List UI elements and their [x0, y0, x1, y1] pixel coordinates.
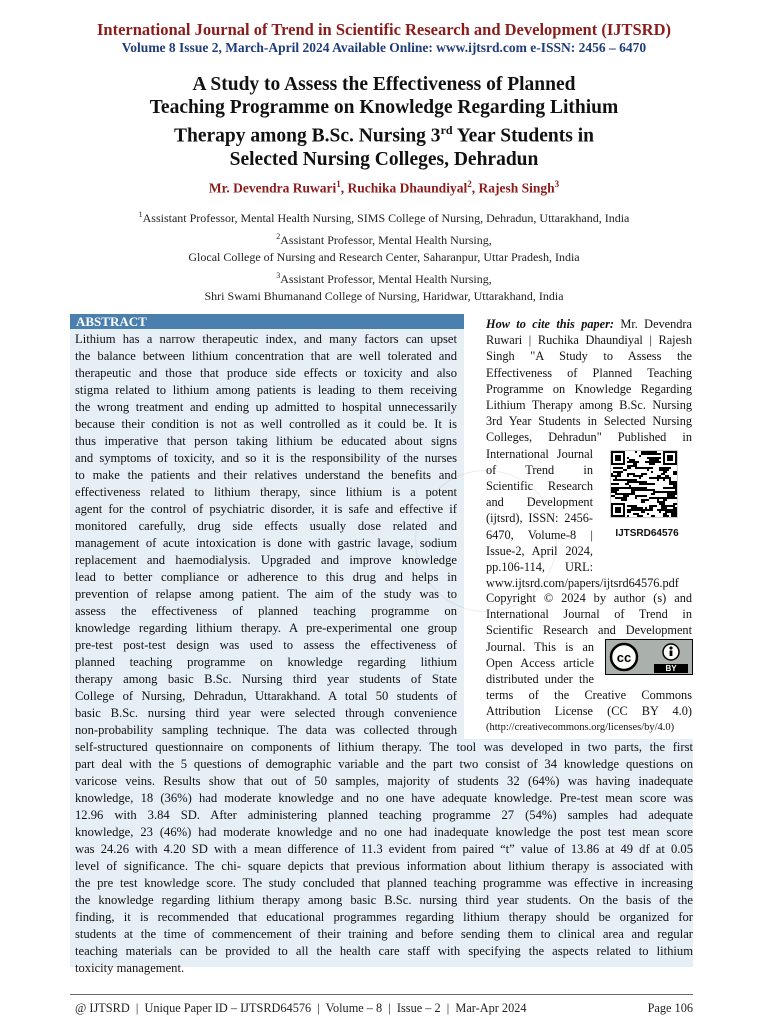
affiliations [0, 206, 768, 306]
license-url[interactable]: (http://creativecommons.org/licenses/by/4.0) [486, 721, 675, 733]
abstract-line: self-structured questionnaire on components of lithium therapy. The tool was developed in two parts, the first [75, 740, 693, 754]
abstract-line: therapy among basic B.Sc. Nursing third year students of State [75, 672, 457, 686]
citation-line: How to cite this paper: Mr. Devendra [486, 317, 692, 331]
abstract-line: the pre test knowledge score. The study concluded that planned teaching programme was effective in increasing [75, 876, 693, 890]
affiliation-line: $^2$Assistant Professor, Mental Health Nursing, [276, 231, 492, 247]
citation-line: Programme on Knowledge Regarding [486, 381, 692, 396]
author-list: Mr. Devendra Ruwari$^1$, Ruchika Dhaundiyal$^2$, Rajesh Singh$^3$ [208, 179, 560, 196]
abstract-line: monitored carefully, drug side effects usually dose related and [75, 519, 457, 533]
title-line: Therapy among B.Sc. Nursing 3rd Year Students in [174, 123, 594, 147]
citation-line: Lithium Therapy among B.Sc. Nursing [486, 398, 692, 412]
abstract-line: planned teaching programme on knowledge regarding lithium [75, 655, 457, 669]
abstract-line: basic B.Sc. nursing third year were selected through convenience [75, 706, 457, 720]
abstract-line: teaching materials can be provided to all the health care staff with specifying the aspects related to lithium [75, 944, 693, 958]
copyright-line: Journal. This is an [486, 639, 594, 654]
title-line: A Study to Assess the Effectiveness of Planned [192, 74, 576, 95]
copyright-line: Open Access article [486, 655, 594, 670]
abstract-line: therapeutic and those that produce side effects or toxicity and also [75, 366, 457, 380]
citation-line: Colleges, Dehradun" Published in [486, 430, 692, 445]
title-line: Selected Nursing Colleges, Dehradun [229, 148, 539, 170]
page-footer [75, 1001, 693, 1016]
affiliation-line: $^3$Assistant Professor, Mental Health Nursing, [276, 270, 492, 286]
abstract-line: effectiveness related to lithium therapy, since lithium is a potent [75, 485, 457, 499]
abstract-line: Lithium has a narrow therapeutic index, and many factors can upset [75, 332, 457, 346]
abstract-line: management of acute intoxication is done with gastric lavage, sodium [75, 536, 457, 550]
citation-line: Singh "A Study to Assess the [486, 349, 692, 364]
citation-line: Scientific Research [486, 479, 593, 493]
abstract-line: non-probability sampling technique. The data was collected through [75, 723, 457, 737]
abstract-line: the wrong treatment and ending up admitted to hospital unnecessarily [75, 400, 457, 414]
citation-url[interactable]: www.ijtsrd.com/papers/ijtsrd64576.pdf [486, 576, 679, 591]
citation-line: pp.106-114, URL: [486, 560, 593, 574]
affiliation-line: $^1$Assistant Professor, Mental Health Nursing, SIMS College of Nursing, Dehradun, Uttarakhand, India [138, 210, 630, 225]
abstract-line: because their condition is not as well controlled as it could be. It is [75, 417, 457, 431]
svg-text:cc: cc [616, 650, 632, 665]
qr-code [610, 450, 678, 518]
author-name: Ruchika Dhaundiyal [347, 180, 468, 196]
abstract-line: to make the patients and their relatives understand the benefits and [75, 468, 457, 482]
qr-code-icon [611, 451, 677, 517]
copyright-line: distributed under the [486, 672, 594, 686]
abstract-line: the balance between lithium concentration that are well tolerated and [75, 349, 457, 363]
abstract-line: thus imperative that person taking lithium be educated about signs [75, 434, 457, 448]
page-number: Page 106 [647, 1001, 693, 1015]
citation-label: How to cite this paper: [486, 317, 614, 331]
footer-divider [70, 994, 693, 995]
abstract-line: the knowledge regarding lithium therapy among basic B.Sc. nursing third year students. On the basis of the [75, 893, 693, 907]
abstract-line: stigma related to lithium among patients is leading to them receiving [75, 383, 457, 397]
journal-issue-info: Volume 8 Issue 2, March-April 2024 Available Online: www.ijtsrd.com e-ISSN: 2456 – 6470 [121, 40, 647, 55]
copyright-line: Attribution License (CC BY 4.0) [486, 704, 692, 719]
journal-title: International Journal of Trend in Scientific Research and Development (IJTSRD) [97, 20, 671, 39]
title-line: Teaching Programme on Knowledge Regarding Lithium [149, 97, 619, 118]
footer-info: @ IJTSRD | Unique Paper ID – IJTSRD64576 | Volume – 8 | Issue – 2 | Mar-Apr 2024 [75, 1001, 527, 1015]
cc-by-license-icon [605, 639, 693, 675]
citation-line: International Journal [486, 446, 593, 461]
affiliation-line: Shri Swami Bhumanand College of Nursing, Haridwar, Uttarakhand, India [204, 289, 564, 303]
copyright-line: Scientific Research and Development [486, 623, 692, 638]
cc-by-label: BY [654, 664, 688, 673]
copyright-line: Copyright © 2024 by author (s) and [486, 591, 692, 605]
citation-line: Ruwari | Ruchika Dhaundiyal | Rajesh [486, 333, 692, 348]
citation-line: Issue-2, April 2024, [486, 543, 593, 558]
paper-title [84, 73, 684, 171]
copyright-line: terms of the Creative Commons [486, 688, 692, 703]
citation-line: 6470, Volume-8 | [486, 527, 593, 542]
citation-line: and Development [486, 495, 593, 510]
abstract-line: knowledge regarding lithium therapy. A pre-experimental one group [75, 621, 457, 635]
abstract-line: knowledge, 23 (46%) had moderate knowledge and no one had inadequate knowledge the post test mean score [75, 825, 693, 839]
abstract-line: varicose veins. Results show that out of 50 samples, majority of students 32 (64%) was having inadequate [75, 774, 693, 788]
abstract-line: part deal with the 5 questions of demographic variable and the part two consist of 34 knowledge questions on [75, 757, 693, 771]
abstract-line: students at the time of commencement of their training and before sending them to clinical area and regular [75, 927, 693, 941]
abstract-line: toxicity management. [75, 961, 185, 975]
citation-line: 3rd Year Students in Selected Nursing [486, 414, 692, 429]
author-name: Rajesh Singh [478, 180, 555, 196]
abstract-line: lead to better compliance or adherence to this drug and helps in [75, 570, 457, 584]
citation-line: Effectiveness of Planned Teaching [486, 365, 692, 380]
abstract-line: was 24.26 with 4.20 SD with a mean difference of 11.3 evident from paired “t” value of 13.86 at 49 df at 0.05 [75, 842, 693, 856]
abstract-line: assess the effectiveness of planned teaching programme on [75, 604, 457, 618]
abstract-line: finding, it is recommended that educational programmes regarding lithium therapy should be organized for [75, 910, 693, 924]
affiliation-line: Glocal College of Nursing and Research Center, Saharanpur, Uttar Pradesh, India [188, 250, 580, 264]
citation-line: of Trend in [486, 462, 593, 477]
citation-line: (ijtsrd), ISSN: 2456- [486, 511, 593, 526]
abstract-line: replacement and haemodialysis. Upgraded and improve knowledge [75, 553, 457, 567]
abstract-line: prevention of relapse among patient. The aim of the study was to [75, 587, 457, 601]
abstract-line: and symptoms of toxicity, and so it is the responsibility of the nurses [75, 451, 457, 465]
abstract-line: level of significance. The chi- square depicts that previous information about lithium therapy is associated with [75, 859, 693, 873]
author-name: Mr. Devendra Ruwari [208, 180, 337, 196]
abstract-line: agent for the control of psychiatric disorder, it is safe and effective if [75, 502, 457, 516]
copyright-line: International Journal of Trend in [486, 607, 692, 622]
abstract-heading: ABSTRACT [70, 314, 464, 329]
abstract-line: knowledge, 18 (36%) had moderate knowledge and no one have adequate knowledge. Pre-test mean score was [75, 791, 693, 805]
abstract-line: College of Nursing, Dehradun, Uttarakhand. A total 50 students of [75, 689, 457, 703]
abstract-line: pre-test post-test design was used to assess the effectiveness of [75, 638, 457, 652]
abstract-line: 12.96 with 3.84 SD. After administering planned teaching programme 27 (54%) samples had adequate [75, 808, 693, 822]
qr-paper-id: IJTSRD64576 [615, 528, 679, 539]
